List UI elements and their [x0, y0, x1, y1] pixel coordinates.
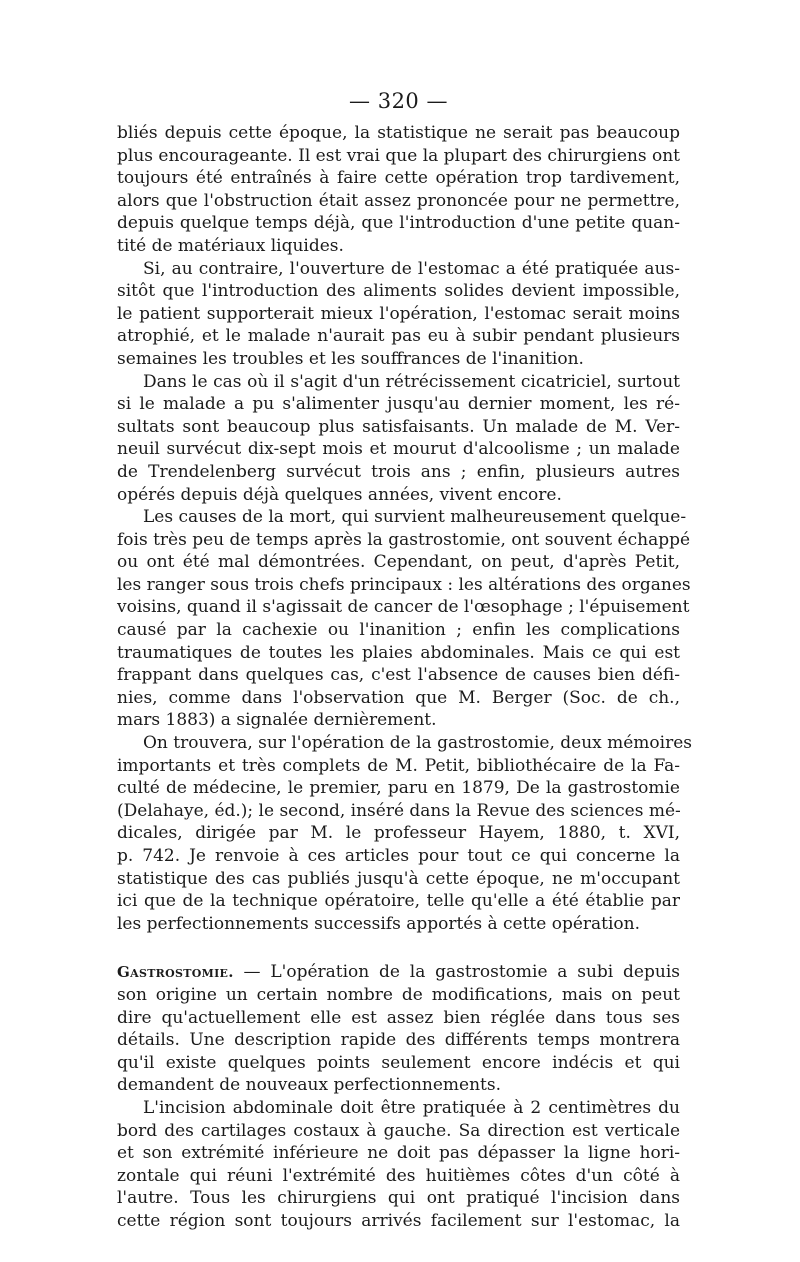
text-line: plus encourageante. Il est vrai que la plupart des chirurgiens ont — [117, 145, 680, 166]
paragraph-4 — [117, 506, 691, 732]
text-line: dire qu'actuellement elle est assez bien réglée dans tous ses — [117, 1007, 680, 1028]
section-heading: Gastrostomie. — [117, 963, 234, 982]
text-line: zontale qui réuni l'extrémité des huitièmes côtes d'un côté à — [117, 1165, 680, 1186]
text-line: statistique des cas publiés jusqu'à cette époque, ne m'occupant — [117, 868, 680, 889]
text-line: voisins, quand il s'agissait de cancer de l'œsophage ; l'épuisement — [117, 597, 690, 618]
text-line: les perfectionnements successifs apportés à cette opération. — [117, 913, 641, 934]
text-line: demandent de nouveaux perfectionnements. — [117, 1075, 501, 1096]
paragraph-7 — [117, 1097, 680, 1233]
text-line: depuis quelque temps déjà, que l'introduction d'une petite quan- — [117, 213, 680, 234]
text-line: mars 1883) a signalée dernièrement. — [117, 710, 437, 731]
text-line: dicales, dirigée par M. le professeur Hayem, 1880, t. XVI, — [117, 823, 680, 844]
text-line: bord des cartilages costaux à gauche. Sa direction est verticale — [117, 1120, 680, 1141]
paragraph-gastrostomie — [117, 961, 680, 1097]
text-line: les ranger sous trois chefs principaux : les altérations des organes — [117, 574, 691, 595]
text-line: ici que de la technique opératoire, telle qu'elle a été établie par — [117, 891, 680, 912]
text-line: culté de médecine, le premier, paru en 1879, De la gastrostomie — [117, 778, 680, 799]
text-line: Dans le cas où il s'agit d'un rétrécissement cicatriciel, surtout — [143, 371, 680, 392]
paragraph-3 — [117, 371, 680, 507]
text-line: qu'il existe quelques points seulement encore indécis et qui — [117, 1052, 680, 1073]
text-line: opérés depuis déjà quelques années, vivent encore. — [117, 484, 562, 505]
text-line: Les causes de la mort, qui survient malheureusement quelque- — [143, 507, 687, 528]
text-line: son origine un certain nombre de modifications, mais on peut — [117, 984, 680, 1005]
text-line: fois très peu de temps après la gastrostomie, ont souvent échappé — [117, 529, 691, 550]
text-line: semaines les troubles et les souffrances de l'inanition. — [117, 348, 584, 369]
paragraph-1 — [117, 122, 680, 258]
text-line: Si, au contraire, l'ouverture de l'estomac a été pratiquée aus- — [143, 258, 680, 279]
text-line: p. 742. Je renvoie à ces articles pour tout ce qui concerne la — [117, 846, 680, 866]
text-line: sitôt que l'introduction des aliments solides devient impossible, — [117, 281, 680, 302]
text-line: cette région sont toujours arrivés facilement sur l'estomac, la — [117, 1210, 680, 1231]
text-line: neuil survécut dix-sept mois et mourut d'alcoolisme ; un malade — [117, 439, 680, 460]
text-line: le patient supporterait mieux l'opération, l'estomac serait moins — [117, 303, 680, 324]
paragraph-2 — [117, 258, 680, 371]
text-line: frappant dans quelques cas, c'est l'absence de causes bien défi- — [117, 665, 680, 686]
text-line: et son extrémité inférieure ne doit pas dépasser la ligne hori- — [117, 1143, 680, 1164]
text-line: l'autre. Tous les chirurgiens qui ont pratiqué l'incision dans — [117, 1188, 680, 1209]
text-line: alors que l'obstruction était assez prononcée pour ne permettre, — [117, 190, 680, 211]
text-line: tité de matériaux liquides. — [117, 235, 344, 256]
text-line: toujours été entraînés à faire cette opération trop tardivement, — [117, 168, 680, 189]
text-line: bliés depuis cette époque, la statistique ne serait pas beaucoup — [117, 123, 680, 143]
page-number: — 320 — — [349, 89, 448, 113]
text-line: On trouvera, sur l'opération de la gastrostomie, deux mémoires — [143, 733, 693, 754]
book-page — [117, 86, 693, 1233]
paragraph-5 — [117, 732, 693, 935]
text-line: atrophié, et le malade n'aurait pas eu à subir pendant plusieurs — [117, 326, 680, 347]
text-line: ou ont été mal démontrées. Cependant, on peut, d'après Petit, — [117, 552, 680, 573]
text-line: traumatiques de toutes les plaies abdominales. Mais ce qui est — [117, 642, 680, 663]
text-line: (Delahaye, éd.); le second, inséré dans la Revue des sciences mé- — [117, 800, 681, 821]
text-line: causé par la cachexie ou l'inanition ; enfin les complications — [117, 620, 680, 641]
text-line: importants et très complets de M. Petit, bibliothécaire de la Fa- — [117, 755, 680, 776]
text-line-rest: — L'opération de la gastrostomie a subi depuis — [233, 962, 680, 983]
text-line: de Trendelenberg survécut trois ans ; enfin, plusieurs autres — [117, 461, 680, 482]
text-line: nies, comme dans l'observation que M. Berger (Soc. de ch., — [117, 687, 680, 708]
text-line: détails. Une description rapide des différents temps montrera — [117, 1030, 680, 1051]
text-line — [117, 961, 680, 984]
text-line: si le malade a pu s'alimenter jusqu'au dernier moment, les ré- — [117, 394, 680, 415]
section-gap — [117, 935, 680, 961]
text-line: sultats sont beaucoup plus satisfaisants. Un malade de M. Ver- — [117, 416, 680, 437]
text-line: L'incision abdominale doit être pratiquée à 2 centimètres du — [143, 1097, 680, 1118]
